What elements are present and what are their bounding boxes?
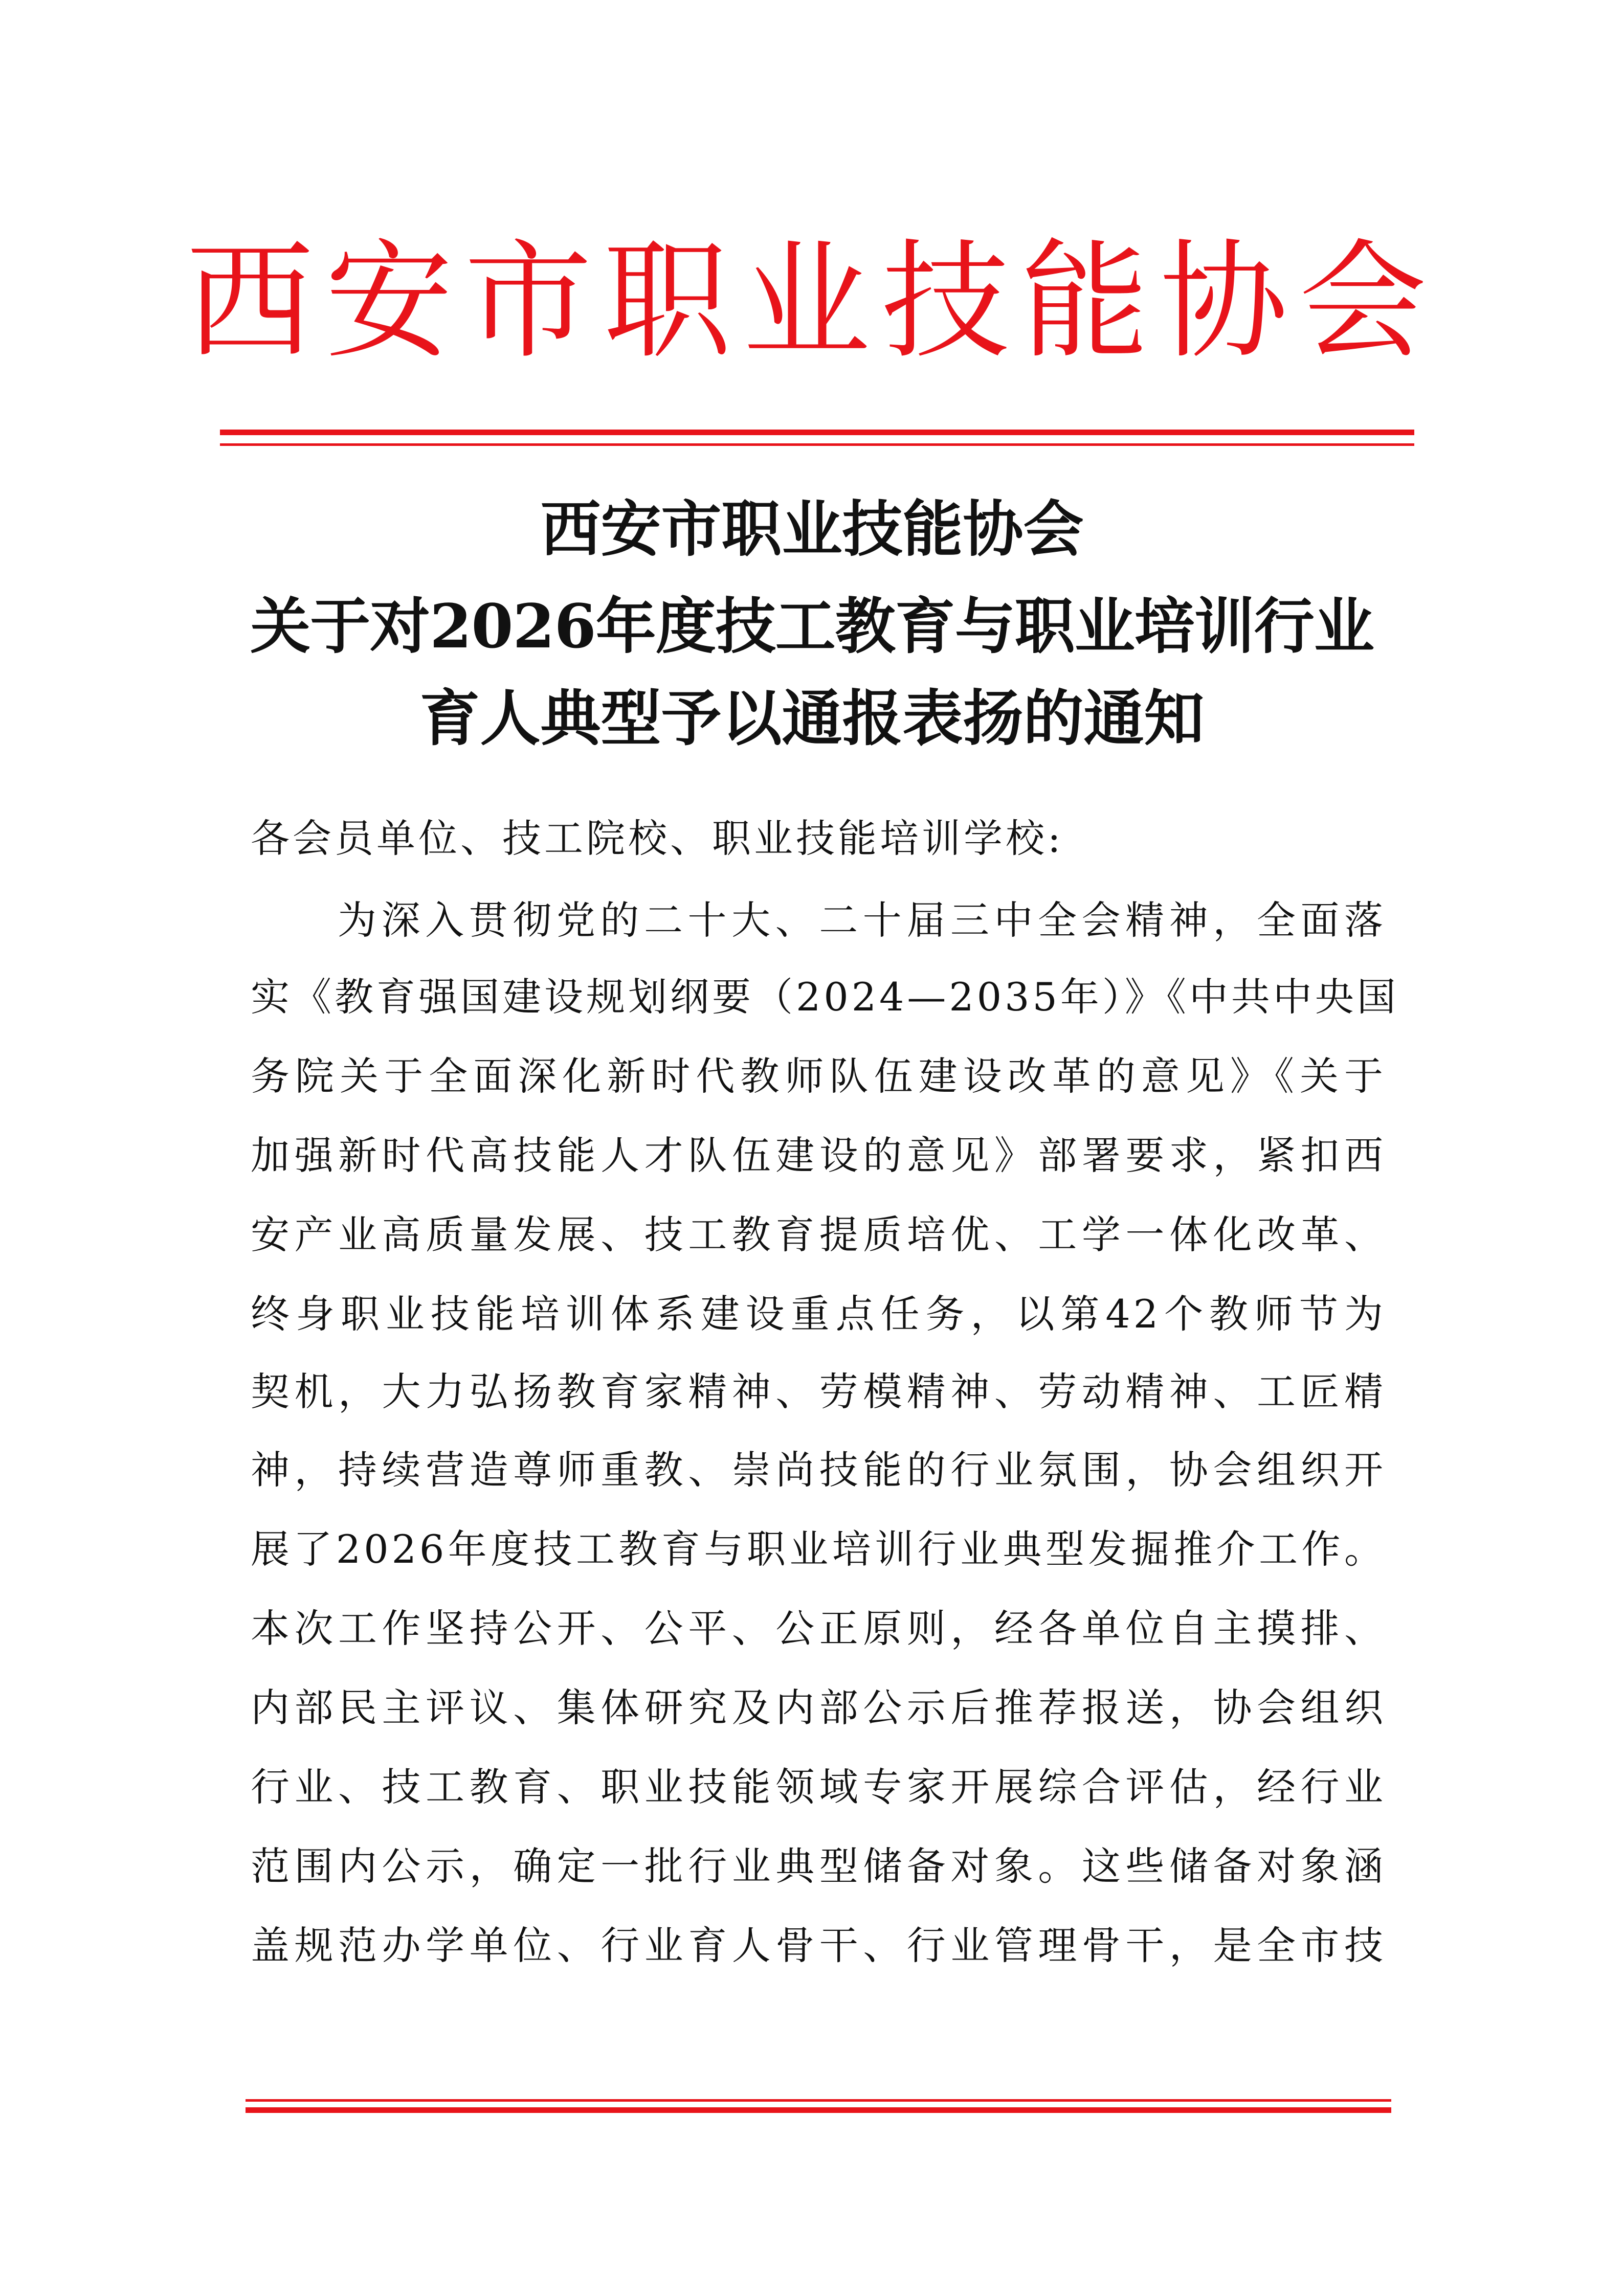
body-line-14: 盖规范办学单位、行业育人骨干、行业管理骨干，是全市技 <box>251 1923 1386 1968</box>
body-line-10: 本次工作坚持公开、公平、公正原则，经各单位自主摸排、 <box>251 1606 1386 1651</box>
letterhead-org-name: 西安市职业技能协会 <box>186 227 1438 376</box>
footer-rule-thin <box>246 2099 1391 2102</box>
body-line-8: 神，持续营造尊师重教、崇尚技能的行业氛围，协会组织开 <box>251 1447 1386 1493</box>
notice-title-line-2: 关于对2026年度技工教育与职业培训行业 <box>250 591 1374 662</box>
body-line-3: 务院关于全面深化新时代教师队伍建设改革的意见》《关于 <box>251 1053 1386 1099</box>
body-line-12: 行业、技工教育、职业技能领域专家开展综合评估，经行业 <box>251 1764 1386 1810</box>
body-line-1: 为深入贯彻党的二十大、二十届三中全会精神，全面落 <box>338 897 1386 943</box>
body-line-13: 范围内公示，确定一批行业典型储备对象。这些储备对象涵 <box>251 1843 1386 1889</box>
body-line-9: 展了2026年度技工教育与职业培训行业典型发掘推介工作。 <box>251 1526 1386 1572</box>
letterhead-rule-thick <box>220 430 1414 435</box>
body-line-6: 终身职业技能培训体系建设重点任务，以第42个教师节为 <box>251 1291 1386 1337</box>
notice-title-line-1: 西安市职业技能协会 <box>540 493 1084 565</box>
letterhead-rule-thin <box>220 443 1414 446</box>
body-line-7: 契机，大力弘扬教育家精神、劳模精神、劳动精神、工匠精 <box>251 1369 1386 1414</box>
body-line-2: 实《教育强国建设规划纲要（2024—2035年）》《中共中央国 <box>251 974 1399 1020</box>
body-line-11: 内部民主评议、集体研究及内部公示后推荐报送，协会组织 <box>251 1685 1386 1730</box>
footer-rule-thick <box>246 2107 1391 2113</box>
body-line-4: 加强新时代高技能人才队伍建设的意见》部署要求，紧扣西 <box>251 1133 1386 1178</box>
salutation: 各会员单位、技工院校、职业技能培训学校: <box>251 816 1064 861</box>
body-line-5: 安产业高质量发展、技工教育提质培优、工学一体化改革、 <box>251 1212 1386 1257</box>
notice-title-line-3: 育人典型予以通报表扬的通知 <box>419 683 1205 754</box>
